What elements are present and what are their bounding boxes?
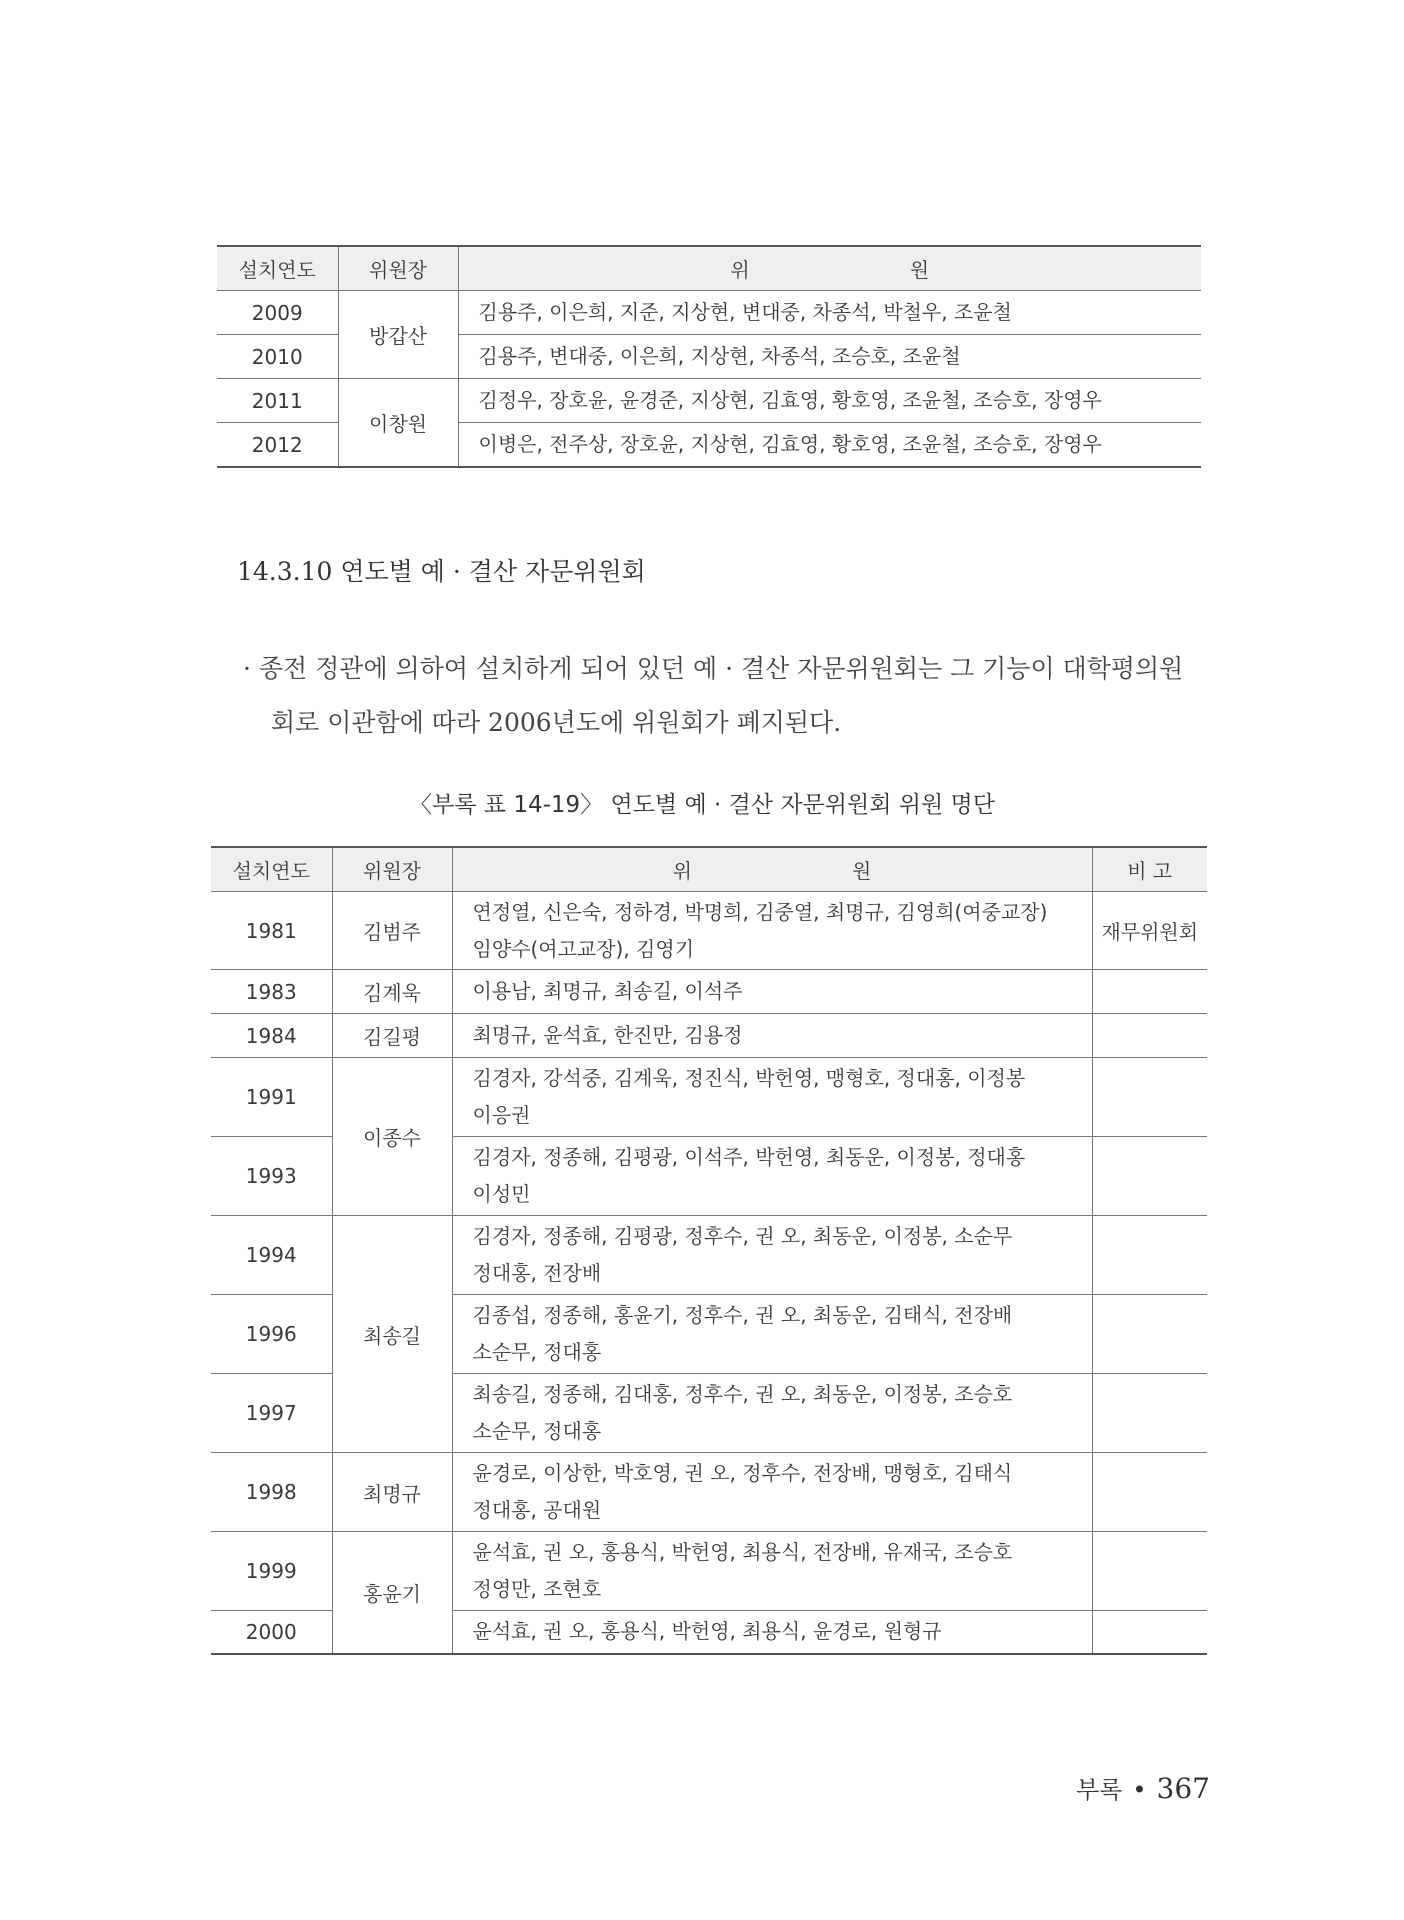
header-members-part2: 원 — [852, 859, 872, 883]
members-line-2: 이성민 — [472, 1182, 531, 1206]
year-cell: 1998 — [211, 1453, 332, 1532]
members-cell: 최명규, 윤석효, 한진만, 김용정 — [452, 1014, 1092, 1058]
header-members-part2: 원 — [909, 258, 930, 282]
footer-bullet: • — [1132, 1776, 1147, 1804]
table-caption: 〈부록 표 14-19〉 연도별 예 · 결산 자문위원회 위원 명단 — [409, 792, 995, 818]
year-cell: 2009 — [217, 291, 338, 335]
members-line-2: 정대홍, 전장배 — [472, 1261, 602, 1285]
section-paragraph — [243, 642, 1213, 750]
page-footer — [1076, 1770, 1210, 1805]
members-cell — [452, 1295, 1092, 1374]
year-cell: 1994 — [211, 1216, 332, 1295]
note-cell — [1092, 1374, 1207, 1453]
header-members-part1: 위 — [730, 258, 750, 282]
members-line-2: 정대홍, 공대원 — [472, 1498, 602, 1522]
members-cell: 윤석효, 권 오, 홍용식, 박헌영, 최용식, 윤경로, 원형규 — [452, 1611, 1092, 1654]
year-cell: 1999 — [211, 1532, 332, 1611]
year-cell: 1993 — [211, 1137, 332, 1216]
chair-cell: 김계욱 — [332, 970, 452, 1014]
note-cell — [1092, 970, 1207, 1014]
note-cell — [1092, 1014, 1207, 1058]
table-row — [211, 1532, 1207, 1611]
members-cell — [452, 1532, 1092, 1611]
committee-table-1981-2000 — [211, 846, 1207, 1655]
table-row — [211, 1058, 1207, 1137]
members-cell — [452, 1137, 1092, 1216]
members-line-1: 김종섭, 정종해, 홍윤기, 정후수, 권 오, 최동운, 김태식, 전장배 — [472, 1303, 1013, 1327]
chair-cell: 방갑산 — [338, 291, 458, 379]
footer-label: 부록 — [1076, 1776, 1123, 1804]
chair-cell: 이종수 — [332, 1058, 452, 1216]
members-line-2: 소순무, 정대홍 — [472, 1340, 602, 1364]
members-line-1: 김경자, 강석중, 김계욱, 정진식, 박헌영, 맹형호, 정대홍, 이정봉 — [472, 1066, 1026, 1090]
members-line-2: 임양수(여고교장), 김영기 — [472, 936, 695, 961]
header-members-part1: 위 — [672, 859, 692, 883]
table-row — [211, 970, 1207, 1014]
year-cell: 1991 — [211, 1058, 332, 1137]
year-cell: 1984 — [211, 1014, 332, 1058]
header-chair: 위원장 — [332, 847, 452, 892]
table-header-row — [211, 847, 1207, 892]
table-row — [211, 1216, 1207, 1295]
members-line-2: 정영만, 조현호 — [472, 1577, 602, 1601]
members-cell: 김정우, 장호윤, 윤경준, 지상현, 김효영, 황호영, 조윤철, 조승호, 장영우 — [458, 379, 1201, 423]
section-heading: 14.3.10 연도별 예 · 결산 자문위원회 — [237, 557, 646, 586]
members-line-1: 연정열, 신은숙, 정하경, 박명희, 김중열, 최명규, 김영희(여중교장) — [472, 899, 1048, 924]
members-line-1: 김경자, 정종해, 김평광, 정후수, 권 오, 최동운, 이정봉, 소순무 — [472, 1224, 1013, 1248]
note-cell — [1092, 1295, 1207, 1374]
table-row — [217, 379, 1201, 423]
header-members — [452, 847, 1092, 892]
chair-cell: 최송길 — [332, 1216, 452, 1453]
table-row — [211, 1014, 1207, 1058]
members-line-2: 소순무, 정대홍 — [472, 1419, 602, 1443]
note-cell — [1092, 1611, 1207, 1654]
paragraph-line-1: · 종전 정관에 의하여 설치하게 되어 있던 예 · 결산 자문위원회는 그 기능이 대학평의원 — [243, 654, 1184, 683]
members-cell — [452, 1058, 1092, 1137]
note-cell: 재무위원회 — [1092, 892, 1207, 970]
year-cell: 2011 — [217, 379, 338, 423]
members-line-1: 김경자, 정종해, 김평광, 이석주, 박헌영, 최동운, 이정봉, 정대홍 — [472, 1145, 1026, 1169]
header-year: 설치연도 — [217, 246, 338, 291]
members-cell: 김용주, 변대중, 이은희, 지상현, 차종석, 조승호, 조윤철 — [458, 335, 1201, 379]
chair-cell: 김길평 — [332, 1014, 452, 1058]
year-cell: 2000 — [211, 1611, 332, 1654]
members-line-1: 윤경로, 이상한, 박호영, 권 오, 정후수, 전장배, 맹형호, 김태식 — [472, 1461, 1013, 1485]
members-line-2: 이응권 — [472, 1103, 531, 1127]
chair-cell: 최명규 — [332, 1453, 452, 1532]
note-cell — [1092, 1453, 1207, 1532]
paragraph-line-2: 회로 이관함에 따라 2006년도에 위원회가 폐지된다. — [271, 708, 842, 737]
year-cell: 1997 — [211, 1374, 332, 1453]
year-cell: 1983 — [211, 970, 332, 1014]
members-line-1: 윤석효, 권 오, 홍용식, 박헌영, 최용식, 전장배, 유재국, 조승호 — [472, 1540, 1013, 1564]
year-cell: 2012 — [217, 423, 338, 468]
page-number: 367 — [1156, 1772, 1210, 1805]
note-cell — [1092, 1058, 1207, 1137]
year-cell: 1981 — [211, 892, 332, 970]
chair-cell: 홍윤기 — [332, 1532, 452, 1654]
members-line-1: 최송길, 정종해, 김대홍, 정후수, 권 오, 최동운, 이정봉, 조승호 — [472, 1382, 1013, 1406]
header-year: 설치연도 — [211, 847, 332, 892]
members-cell — [452, 892, 1092, 970]
members-cell: 이용남, 최명규, 최송길, 이석주 — [452, 970, 1092, 1014]
table-row — [211, 1453, 1207, 1532]
chair-cell: 이창원 — [338, 379, 458, 468]
members-cell — [452, 1374, 1092, 1453]
header-chair: 위원장 — [338, 246, 458, 291]
committee-table-2009-2012 — [217, 245, 1201, 468]
table-row — [211, 892, 1207, 970]
year-cell: 1996 — [211, 1295, 332, 1374]
table-header-row — [217, 246, 1201, 291]
members-cell: 김용주, 이은희, 지준, 지상현, 변대중, 차종석, 박철우, 조윤철 — [458, 291, 1201, 335]
members-cell — [452, 1453, 1092, 1532]
header-note: 비 고 — [1092, 847, 1207, 892]
table-row — [217, 291, 1201, 335]
members-cell: 이병은, 전주상, 장호윤, 지상현, 김효영, 황호영, 조윤철, 조승호, 장영우 — [458, 423, 1201, 468]
note-cell — [1092, 1137, 1207, 1216]
header-members — [458, 246, 1201, 291]
chair-cell: 김범주 — [332, 892, 452, 970]
note-cell — [1092, 1216, 1207, 1295]
year-cell: 2010 — [217, 335, 338, 379]
members-cell — [452, 1216, 1092, 1295]
note-cell — [1092, 1532, 1207, 1611]
